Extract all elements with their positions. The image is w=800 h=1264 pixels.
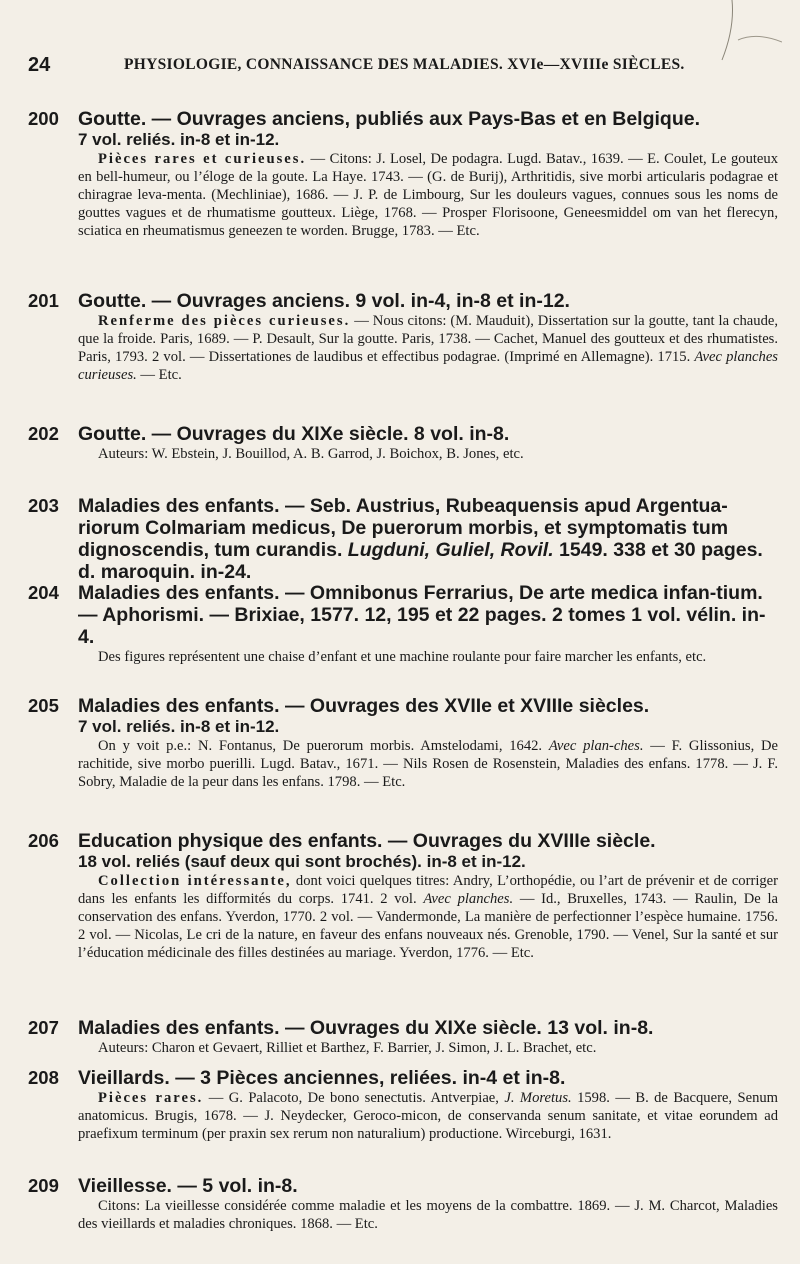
lot-200	[28, 108, 778, 240]
lot-description: Auteurs: W. Ebstein, J. Bouillod, A. B. Garrod, J. Boichox, B. Jones, etc.	[98, 446, 524, 462]
lot-lead: Pièces rares.	[98, 1090, 204, 1106]
page-header	[28, 54, 780, 78]
lot-number: 202	[28, 423, 59, 444]
lot-lead: Collection intéressante,	[98, 873, 292, 889]
lot-subheading: 7 vol. reliés. in-8 et in-12.	[78, 717, 280, 736]
lot-heading-text: Maladies des enfants. — Seb. Austrius, Rubeaquensis apud Argentua-riorum Colmariam medicus, De puerorum morbis, et symptomatis tum dignoscendis, tum curandis.	[78, 495, 729, 561]
lot-description: Auteurs: Charon et Gevaert, Rilliet et Barthez, F. Barrier, J. Simon, J. L. Brachet, etc.	[98, 1040, 597, 1056]
lot-number: 203	[28, 495, 59, 516]
lot-text: — Nous citons: (M. Mauduit), Dissertation sur la goutte, tant la chaude, que la froide. Paris, 1689. — P. Desault, Sur la goutte. Paris, 1738. — Cachet, Manuel des goutteux et des rhumatistes. Paris, 1793. 2 vol. — Dissertationes de laudibus et effectibus podagrae. (Imprimé en Allemagne). 1715.	[78, 313, 779, 365]
lot-heading: Vieillesse. — 5 vol. in-8.	[78, 1175, 298, 1197]
lot-205	[28, 695, 778, 791]
lot-heading-tail: 1549. 338 et 30 pages. d. maroquin. in-24.	[78, 539, 763, 583]
lot-number: 207	[28, 1017, 59, 1038]
lot-number: 209	[28, 1175, 59, 1196]
lot-text: dont voici quelques titres: Andry, L’orthopédie, ou l’art de prévenir et de corriger dans les enfants les difformités du corps. 1741. 2 vol.	[78, 873, 779, 907]
lot-201	[28, 290, 778, 384]
lot-number: 200	[28, 108, 59, 129]
lot-text-cont: 1598. — B. de Bacquere, Senum anatomicus. Brugis, 1678. — J. Neydecker, Geroco-micon, de conservanda senum sanitate, et vitae eorundem ad praefixum terminum (per praxin sex rerum non naturalium) productione. Wirceburgi, 1631.	[78, 1090, 779, 1142]
lot-imprint: Lugduni, Guliel, Rovil.	[347, 539, 554, 561]
lot-publisher: J. Moretus.	[504, 1090, 572, 1106]
lot-number: 204	[28, 582, 59, 603]
lot-description	[78, 1089, 778, 1143]
lot-number: 205	[28, 695, 59, 716]
lot-text: — Citons: J. Losel, De podagra. Lugd. Batav., 1639. — E. Coulet, Le gouteux en bell-humeur, ou l’éloge de la goute. La Haye. 1743. — (G. de Burij), Arthritidis, sive morbi articularis podagrae et chiragrae leva-menta. (Mechliniae), 1686. — J. P. de Limbourg, Sur les douleurs vagues, connues sous les noms de gouttes vagues et de rhumatisme goutteux. Liège, 1768. — Prosper Florisoone, Geneesmiddel om van het flerecyn, sciatica en rheumatismus geneezen te worden. Brugge, 1783. — Etc.	[78, 151, 778, 239]
lot-202	[28, 423, 778, 463]
lot-heading: Education physique des enfants. — Ouvrages du XVIIIe siècle.	[78, 830, 656, 852]
lot-description	[78, 150, 778, 240]
lot-heading: Goutte. — Ouvrages anciens, publiés aux Pays-Bas et en Belgique.	[78, 108, 701, 130]
lot-heading: Vieillards. — 3 Pièces anciennes, reliées. in-4 et in-8.	[78, 1067, 566, 1089]
lot-207	[28, 1017, 778, 1057]
lot-italic-note: Avec plan-ches.	[548, 738, 644, 754]
lot-description: Citons: La vieillesse considérée comme maladie et les moyens de la combattre. 1869. — J. M. Charcot, Maladies des vieillards et maladies chroniques. 1868. — Etc.	[78, 1198, 778, 1232]
lot-description	[78, 872, 778, 962]
page-number: 24	[28, 54, 51, 76]
lot-heading: Maladies des enfants. — Ouvrages du XIXe siècle. 13 vol. in-8.	[78, 1017, 654, 1039]
lot-description	[78, 737, 778, 791]
lot-number: 208	[28, 1067, 59, 1088]
lot-lead: Renferme des pièces curieuses.	[98, 313, 351, 329]
lot-209	[28, 1175, 778, 1233]
lot-description	[78, 312, 778, 384]
lot-number: 201	[28, 290, 59, 311]
lot-description: Des figures représentent une chaise d’enfant et une machine roulante pour faire marcher les enfants, etc.	[98, 649, 707, 665]
lot-text: — G. Palacoto, De bono senectutis. Antverpiae,	[203, 1090, 499, 1106]
lot-heading: Maladies des enfants. — Ouvrages des XVIIe et XVIIIe siècles.	[78, 695, 650, 717]
lot-tail: — Etc.	[136, 367, 182, 383]
lot-heading: Goutte. — Ouvrages anciens. 9 vol. in-4, in-8 et in-12.	[78, 290, 570, 312]
lot-text: On y voit p.e.: N. Fontanus, De puerorum morbis. Amstelodami, 1642.	[98, 738, 543, 754]
running-title: PHYSIOLOGIE, CONNAISSANCE DES MALADIES. XVIe—XVIIIe SIÈCLES.	[124, 56, 685, 73]
lot-lead: Pièces rares et curieuses.	[98, 151, 307, 167]
lot-206	[28, 830, 778, 962]
lot-text-cont: — Id., Bruxelles, 1743. — Raulin, De la conservation des enfans. Yverdon, 1770. 2 vol. — Vandermonde, La manière de perfectionner l’espèce humaine. 1756. 2 vol. — Nicolas, Le cri de la nature, en faveur des enfans nouveaux nés. Grenoble, 1790. — Venel, Sur la santé et sur l’éducation médicinale des filles destinées au mariage. Yverdon, 1776. — Etc.	[78, 891, 778, 961]
lot-number: 206	[28, 830, 59, 851]
lot-heading: Goutte. — Ouvrages du XIXe siècle. 8 vol. in-8.	[78, 423, 510, 445]
lot-heading	[78, 495, 778, 583]
lot-subheading: 7 vol. reliés. in-8 et in-12.	[78, 130, 280, 149]
lot-204	[28, 582, 778, 666]
lot-203	[28, 495, 778, 583]
lot-subheading: 18 vol. reliés (sauf deux qui sont brochés). in-8 et in-12.	[78, 852, 526, 871]
lot-text-cont: — F. Glissonius, De rachitide, sive morbo puerilli. Lugd. Batav., 1671. — Nils Rosen de Rosenstein, Maladies des enfans. 1778. — J. F. Sobry, Maladie de la peur dans les enfans. 1798. — Etc.	[78, 738, 778, 790]
lot-italic-note: Avec planches.	[423, 891, 514, 907]
lot-208	[28, 1067, 778, 1143]
lot-italic-note: Avec planches curieuses.	[78, 349, 778, 383]
lot-heading: Maladies des enfants. — Omnibonus Ferrarius, De arte medica infan-tium. — Aphorismi. — Brixiae, 1577. 12, 195 et 22 pages. 2 tomes 1 vol. vélin. in-4.	[78, 582, 766, 648]
